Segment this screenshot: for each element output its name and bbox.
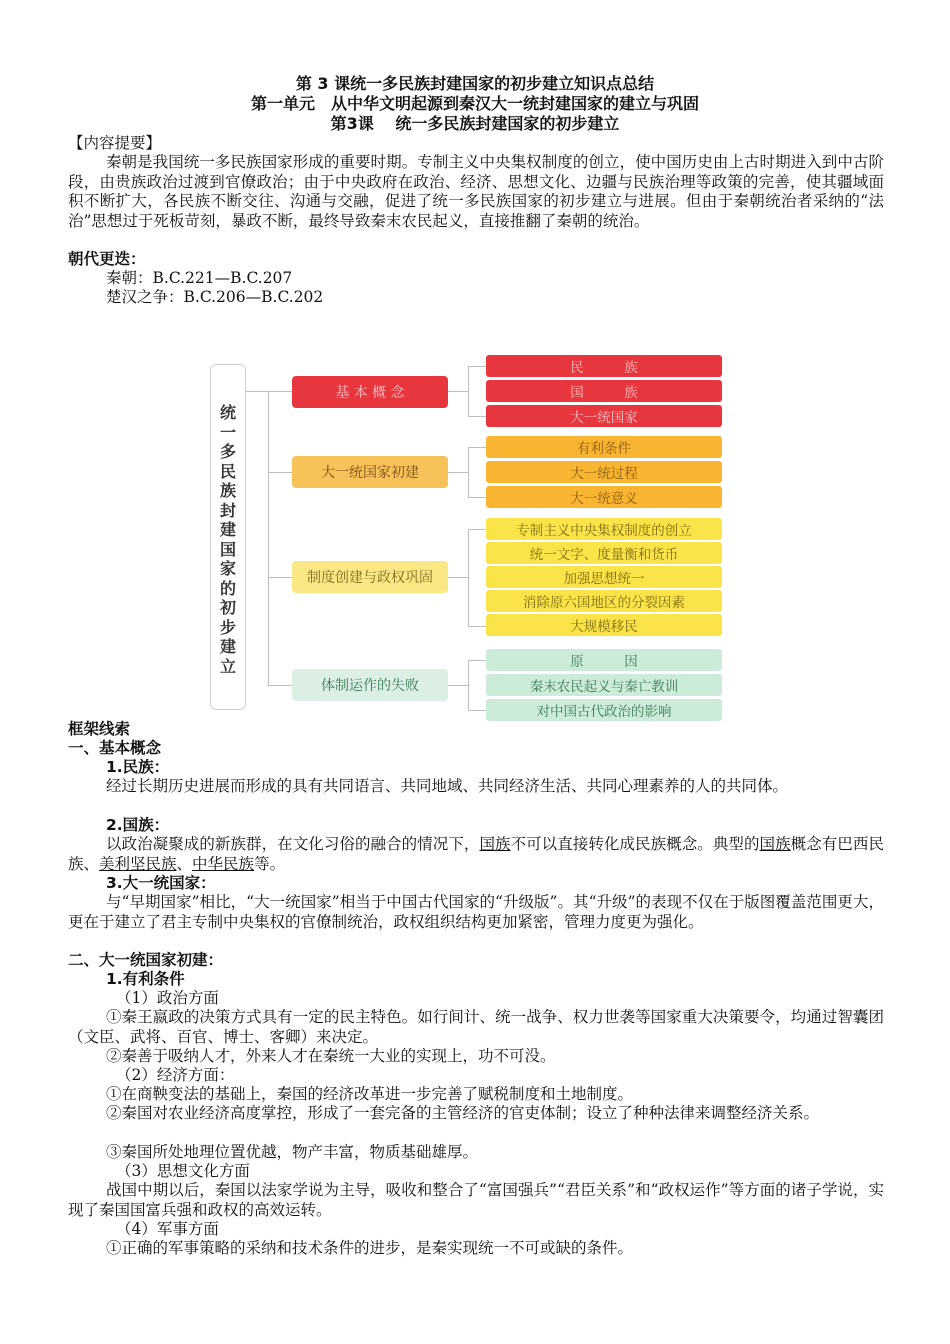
subsection-1-3: 3.大一统国家：	[106, 874, 216, 892]
mindmap-leaf: 国 族	[486, 380, 722, 402]
text-run: 、	[176, 854, 193, 873]
mindmap-leaf: 有利条件	[486, 436, 722, 458]
unit-title: 第一单元 从中华文明起源到秦汉大一统封建国家的建立与巩固	[250, 94, 699, 113]
connector	[448, 472, 468, 473]
connector	[448, 577, 468, 578]
connector	[268, 577, 292, 578]
point-political-b: ②秦善于吸纳人才，外来人才在秦统一大业的实现上，功不可没。	[106, 1047, 556, 1065]
text-run: 概念有巴西民族、	[68, 835, 884, 873]
section-2-heading: 二、大一统国家初建：	[68, 951, 224, 969]
mindmap-category-label: 体制运作的失败	[321, 678, 419, 694]
subsection-1-1-text: 经过长期历史进展而形成的具有共同语言、共同地域、共同经济生活、共同心理素养的人的共同体。	[106, 777, 789, 795]
text-run: 等。	[254, 854, 286, 873]
mindmap-root-label: 统一多民族封建国家的初步建立	[219, 403, 236, 676]
connector	[468, 366, 486, 367]
underlined-term: 国族	[479, 835, 511, 853]
connector	[468, 447, 469, 497]
mindmap-leaf: 对中国古代政治的影响	[486, 699, 722, 721]
connector	[468, 660, 469, 710]
title-block	[0, 74, 950, 134]
mindmap-leaf: 消除原六国地区的分裂因素	[486, 590, 722, 612]
point-economic-a: ①在商鞅变法的基础上，秦国的经济改革进一步完善了赋税制度和土地制度。	[106, 1085, 634, 1103]
connector	[468, 529, 486, 530]
point-economic: （2）经济方面：	[116, 1066, 235, 1084]
connector	[448, 685, 468, 686]
connector	[468, 416, 486, 417]
connector	[448, 391, 468, 392]
connector	[468, 447, 486, 448]
mindmap-leaf: 民 族	[486, 355, 722, 377]
connector	[468, 497, 486, 498]
connector	[268, 685, 292, 686]
mindmap-leaf: 统一文字、度量衡和货币	[486, 542, 722, 564]
mindmap-leaf: 大一统意义	[486, 486, 722, 508]
point-culture-a: 战国中期以后，秦国以法家学说为主导，吸收和整合了“富国强兵”“君臣关系”和“政权运作”等方面的诸子学说，实现了秦国国富兵强和政权的高效运转。	[68, 1181, 884, 1219]
lesson-title: 第3课 统一多民族封建国家的初步建立	[330, 114, 620, 133]
mindmap-leaf: 大一统国家	[486, 405, 722, 427]
mindmap-category-label: 基 本 概 念	[335, 385, 405, 401]
mindmap-leaf: 大规模移民	[486, 614, 722, 636]
connector	[268, 391, 269, 685]
subsection-1-2: 2.国族：	[106, 816, 170, 834]
point-political-a: ①秦王嬴政的决策方式具有一定的民主特色。如行间计、统一战争、权力世袭等国家重大决策要令，均通过智囊团（文臣、武将、百官、博士、客卿）来决定。	[68, 1008, 884, 1046]
connector	[268, 472, 292, 473]
text-run: 以政治凝聚成的新族群，在文化习俗的融合的情况下，	[106, 835, 480, 853]
subsection-1-2-text	[68, 835, 884, 874]
point-political: （1）政治方面	[116, 989, 219, 1007]
point-economic-c: ③秦国所处地理位置优越，物产丰富，物质基础雄厚。	[106, 1143, 479, 1161]
section-1-heading: 一、基本概念	[68, 739, 162, 757]
mindmap-leaf: 原 因	[486, 649, 722, 671]
point-military-a: ①正确的军事策略的采纳和技术条件的进步，是秦实现统一不可或缺的条件。	[106, 1239, 634, 1257]
mindmap-root	[210, 364, 246, 710]
subsection-1-1: 1.民族：	[106, 758, 170, 776]
dynasty-qin: 秦朝：B.C.221—B.C.207	[106, 269, 293, 287]
subsection-2-1: 1.有利条件	[106, 970, 185, 988]
mindmap-category-label: 制度创建与政权巩固	[307, 570, 433, 586]
mindmap-leaf: 秦末农民起义与秦亡教训	[486, 674, 722, 696]
connector	[468, 660, 486, 661]
mindmap-category-institutions	[292, 561, 448, 593]
point-economic-b: ②秦国对农业经济高度掌控，形成了一套完备的主管经济的官吏体制；设立了种种法律来调整经济关系。	[106, 1104, 820, 1122]
connector	[468, 710, 486, 711]
text-run: 不可以直接转化成民族概念。典型的	[510, 835, 760, 853]
mindmap-leaf: 专制主义中央集权制度的创立	[486, 518, 722, 540]
point-culture: （3）思想文化方面	[116, 1162, 250, 1180]
summary-heading: 【内容提要】	[68, 134, 162, 152]
mindmap-category-failure	[292, 669, 448, 701]
mindmap-diagram	[206, 352, 726, 722]
mindmap-leaf: 大一统过程	[486, 461, 722, 483]
main-title: 第 3 课统一多民族封建国家的初步建立知识点总结	[295, 74, 655, 93]
summary-text: 秦朝是我国统一多民族国家形成的重要时期。专制主义中央集权制度的创立，使中国历史由上古时期进入到中古阶段，由贵族政治过渡到官僚政治；由于中央政府在政治、经济、思想文化、边疆与民族治理等政策的完善，使其疆域面积不断扩大，各民族不断交往、沟通与交融，促进了统一多民族国家的初步建立与进展。但由于秦朝统治者采纳的“法治”思想过于死板苛刻，暴政不断，最终导致秦末农民起义，直接推翻了秦朝的统治。	[68, 153, 884, 230]
connector	[468, 626, 486, 627]
mindmap-category-founding	[292, 456, 448, 488]
underlined-term: 国族	[759, 835, 791, 853]
dynasty-heading: 朝代更迭：	[68, 250, 146, 268]
mindmap-leaf: 加强思想统一	[486, 566, 722, 588]
connector	[468, 366, 469, 416]
dynasty-chuhan: 楚汉之争：B.C.206—B.C.202	[106, 288, 324, 306]
connector	[468, 529, 469, 626]
framework-heading: 框架线索	[68, 720, 131, 738]
mindmap-category-concepts	[292, 376, 448, 408]
connector	[246, 391, 292, 392]
subsection-1-3-text: 与“早期国家”相比，“大一统国家”相当于中国古代国家的“升级版”。其“升级”的表现不仅在于版图覆盖范围更大，更在于建立了君主专制中央集权的官僚制统治，政权组织结构更加紧密，管理力度更为强化。	[68, 893, 884, 931]
underlined-term: 美利坚民族	[99, 854, 177, 873]
underlined-term: 中华民族	[192, 854, 255, 873]
mindmap-category-label: 大一统国家初建	[321, 465, 419, 481]
point-military: （4）军事方面	[116, 1220, 219, 1238]
